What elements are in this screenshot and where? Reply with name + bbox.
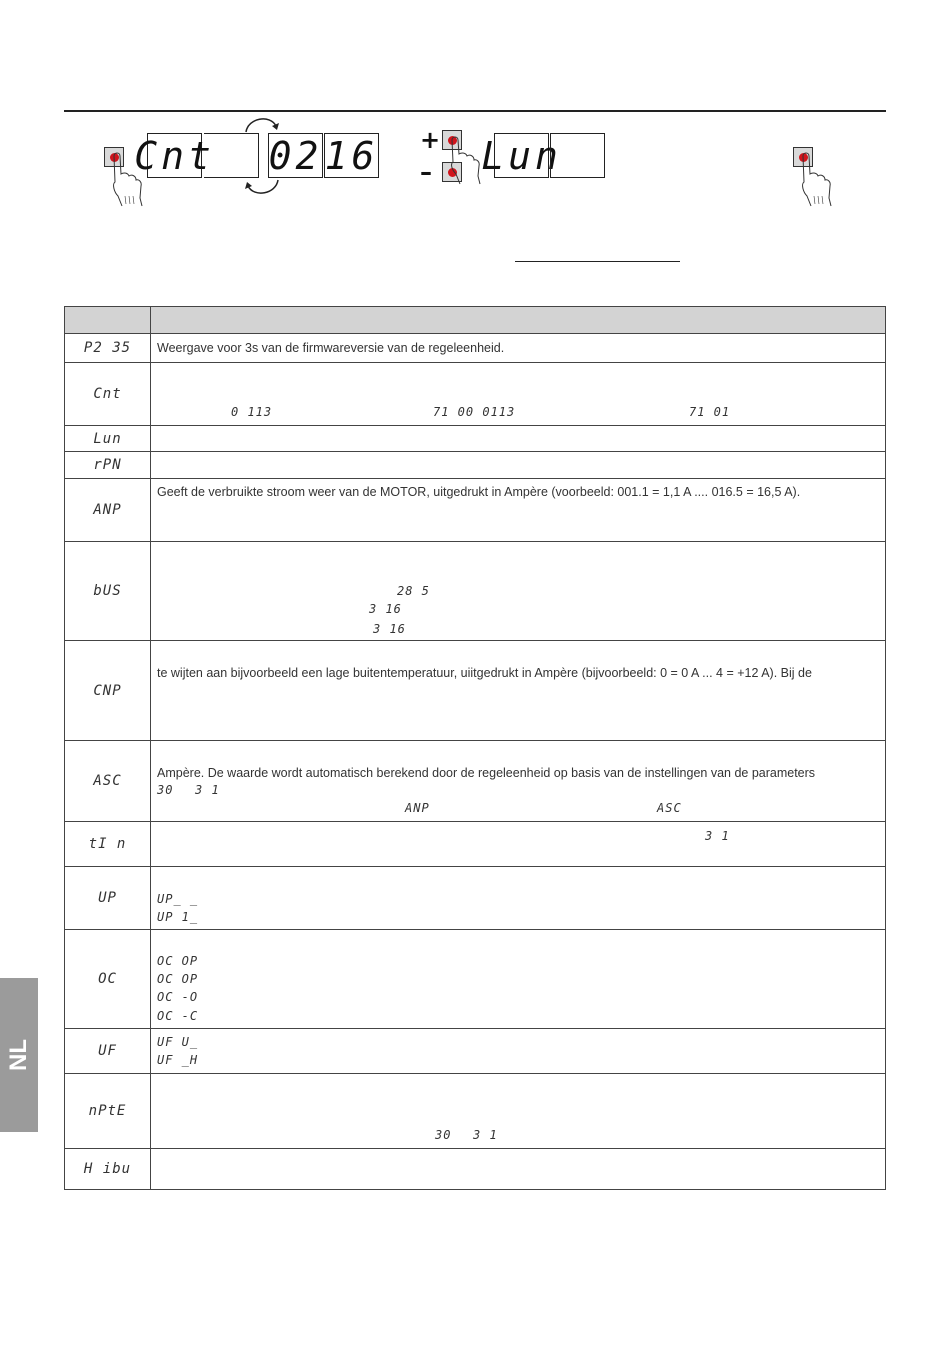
segment-value: ASC [657,801,682,815]
finger-press-icon [797,152,833,208]
parameter-description [151,452,886,479]
parameter-description [151,1029,886,1074]
table-row [65,741,886,822]
parameter-code: P2 35 [65,334,151,363]
table-row [65,452,886,479]
parameter-description [151,426,886,452]
parameter-code: Lun [65,426,151,452]
table-header-row [65,307,886,334]
segment-value: 3 16 [373,622,406,636]
parameter-description [151,741,886,822]
table-row [65,822,886,867]
display-digit-box [550,133,605,178]
table-row [65,1149,886,1190]
language-label: NL [5,1039,32,1071]
parameter-description [151,542,886,641]
segment-value: 0 113 [231,405,273,419]
segment-value: UF U_ [157,1035,199,1049]
parameter-code: H ibu [65,1149,151,1190]
description-line: te wijten aan bijvoorbeeld een lage buitentemperatuur, uiitgedrukt in Ampère (bijvoorbeeld: 0 = 0 A ... 4 = +12 A). Bij de [157,666,812,680]
parameter-description [151,1074,886,1149]
segment-value: 3 1 [705,829,730,843]
segment-value: OC OP [157,954,199,968]
top-rule [64,110,886,112]
table-row [65,479,886,542]
segment-value: OC -O [157,990,199,1004]
parameter-description [151,930,886,1029]
segment-value: 30 [157,783,174,797]
parameter-table [64,306,886,1190]
table-row [65,1074,886,1149]
table-header-cell [65,307,151,334]
segment-value: OC OP [157,972,199,986]
parameter-description [151,363,886,426]
parameter-code: tI n [65,822,151,867]
parameter-code: ASC [65,741,151,822]
segment-value: ANP [405,801,430,815]
segment-value: 3 1 [195,783,220,797]
segment-value: 3 1 [473,1128,498,1142]
parameter-description [151,1149,886,1190]
segment-value: 30 [435,1128,452,1142]
language-side-tab [0,978,38,1132]
cycle-arrow-top-icon [242,110,282,136]
display-digit-box [204,133,259,178]
table-row [65,930,886,1029]
segment-value: 71 01 [689,405,731,419]
description-line: Geeft de verbruikte stroom weer van de MOTOR, uitgedrukt in Ampère (voorbeeld: 001.1 = 1,1 A .... 016.5 = 16,5 A). [157,485,801,499]
segment-value: UP_ _ [157,892,199,906]
segment-value: 28 5 [397,584,430,598]
parameter-code: OC [65,930,151,1029]
description-line: Weergave voor 3s van de firmwareversie van de regeleenheid. [157,341,505,355]
parameter-description [151,867,886,930]
parameter-description [151,334,886,363]
parameter-code: UP [65,867,151,930]
table-row [65,1029,886,1074]
parameter-description [151,822,886,867]
table-row [65,867,886,930]
table-header-cell [151,307,886,334]
parameter-code: rPN [65,452,151,479]
finger-press-icon [446,136,482,186]
table-row [65,426,886,452]
parameter-code: ANP [65,479,151,542]
display-digit-box: Lun [481,133,562,178]
parameter-code: UF [65,1029,151,1074]
table-row [65,641,886,741]
parameter-code: CNP [65,641,151,741]
segment-value: 71 00 0113 [433,405,516,419]
parameter-code: Cnt [65,363,151,426]
display-digit-box: Cnt [134,133,215,178]
parameter-code: bUS [65,542,151,641]
display-digit-box: 02 [268,133,323,178]
display-digit-box: 16 [324,133,379,178]
parameter-description [151,479,886,542]
segment-value: OC -C [157,1009,199,1023]
plus-sign: + [420,126,441,154]
parameter-description [151,641,886,741]
table-row [65,542,886,641]
minus-sign: – [420,158,432,186]
table-row [65,334,886,363]
parameter-code: nPtE [65,1074,151,1149]
description-line: Ampère. De waarde wordt automatisch berekend door de regeleenheid op basis van de instellingen van de parameters [157,766,816,780]
table-row [65,363,886,426]
cycle-arrow-bottom-icon [242,176,282,200]
segment-value: UP 1_ [157,910,199,924]
segment-value: UF _H [157,1053,199,1067]
underline-mark [515,261,680,262]
segment-value: 3 16 [369,602,402,616]
